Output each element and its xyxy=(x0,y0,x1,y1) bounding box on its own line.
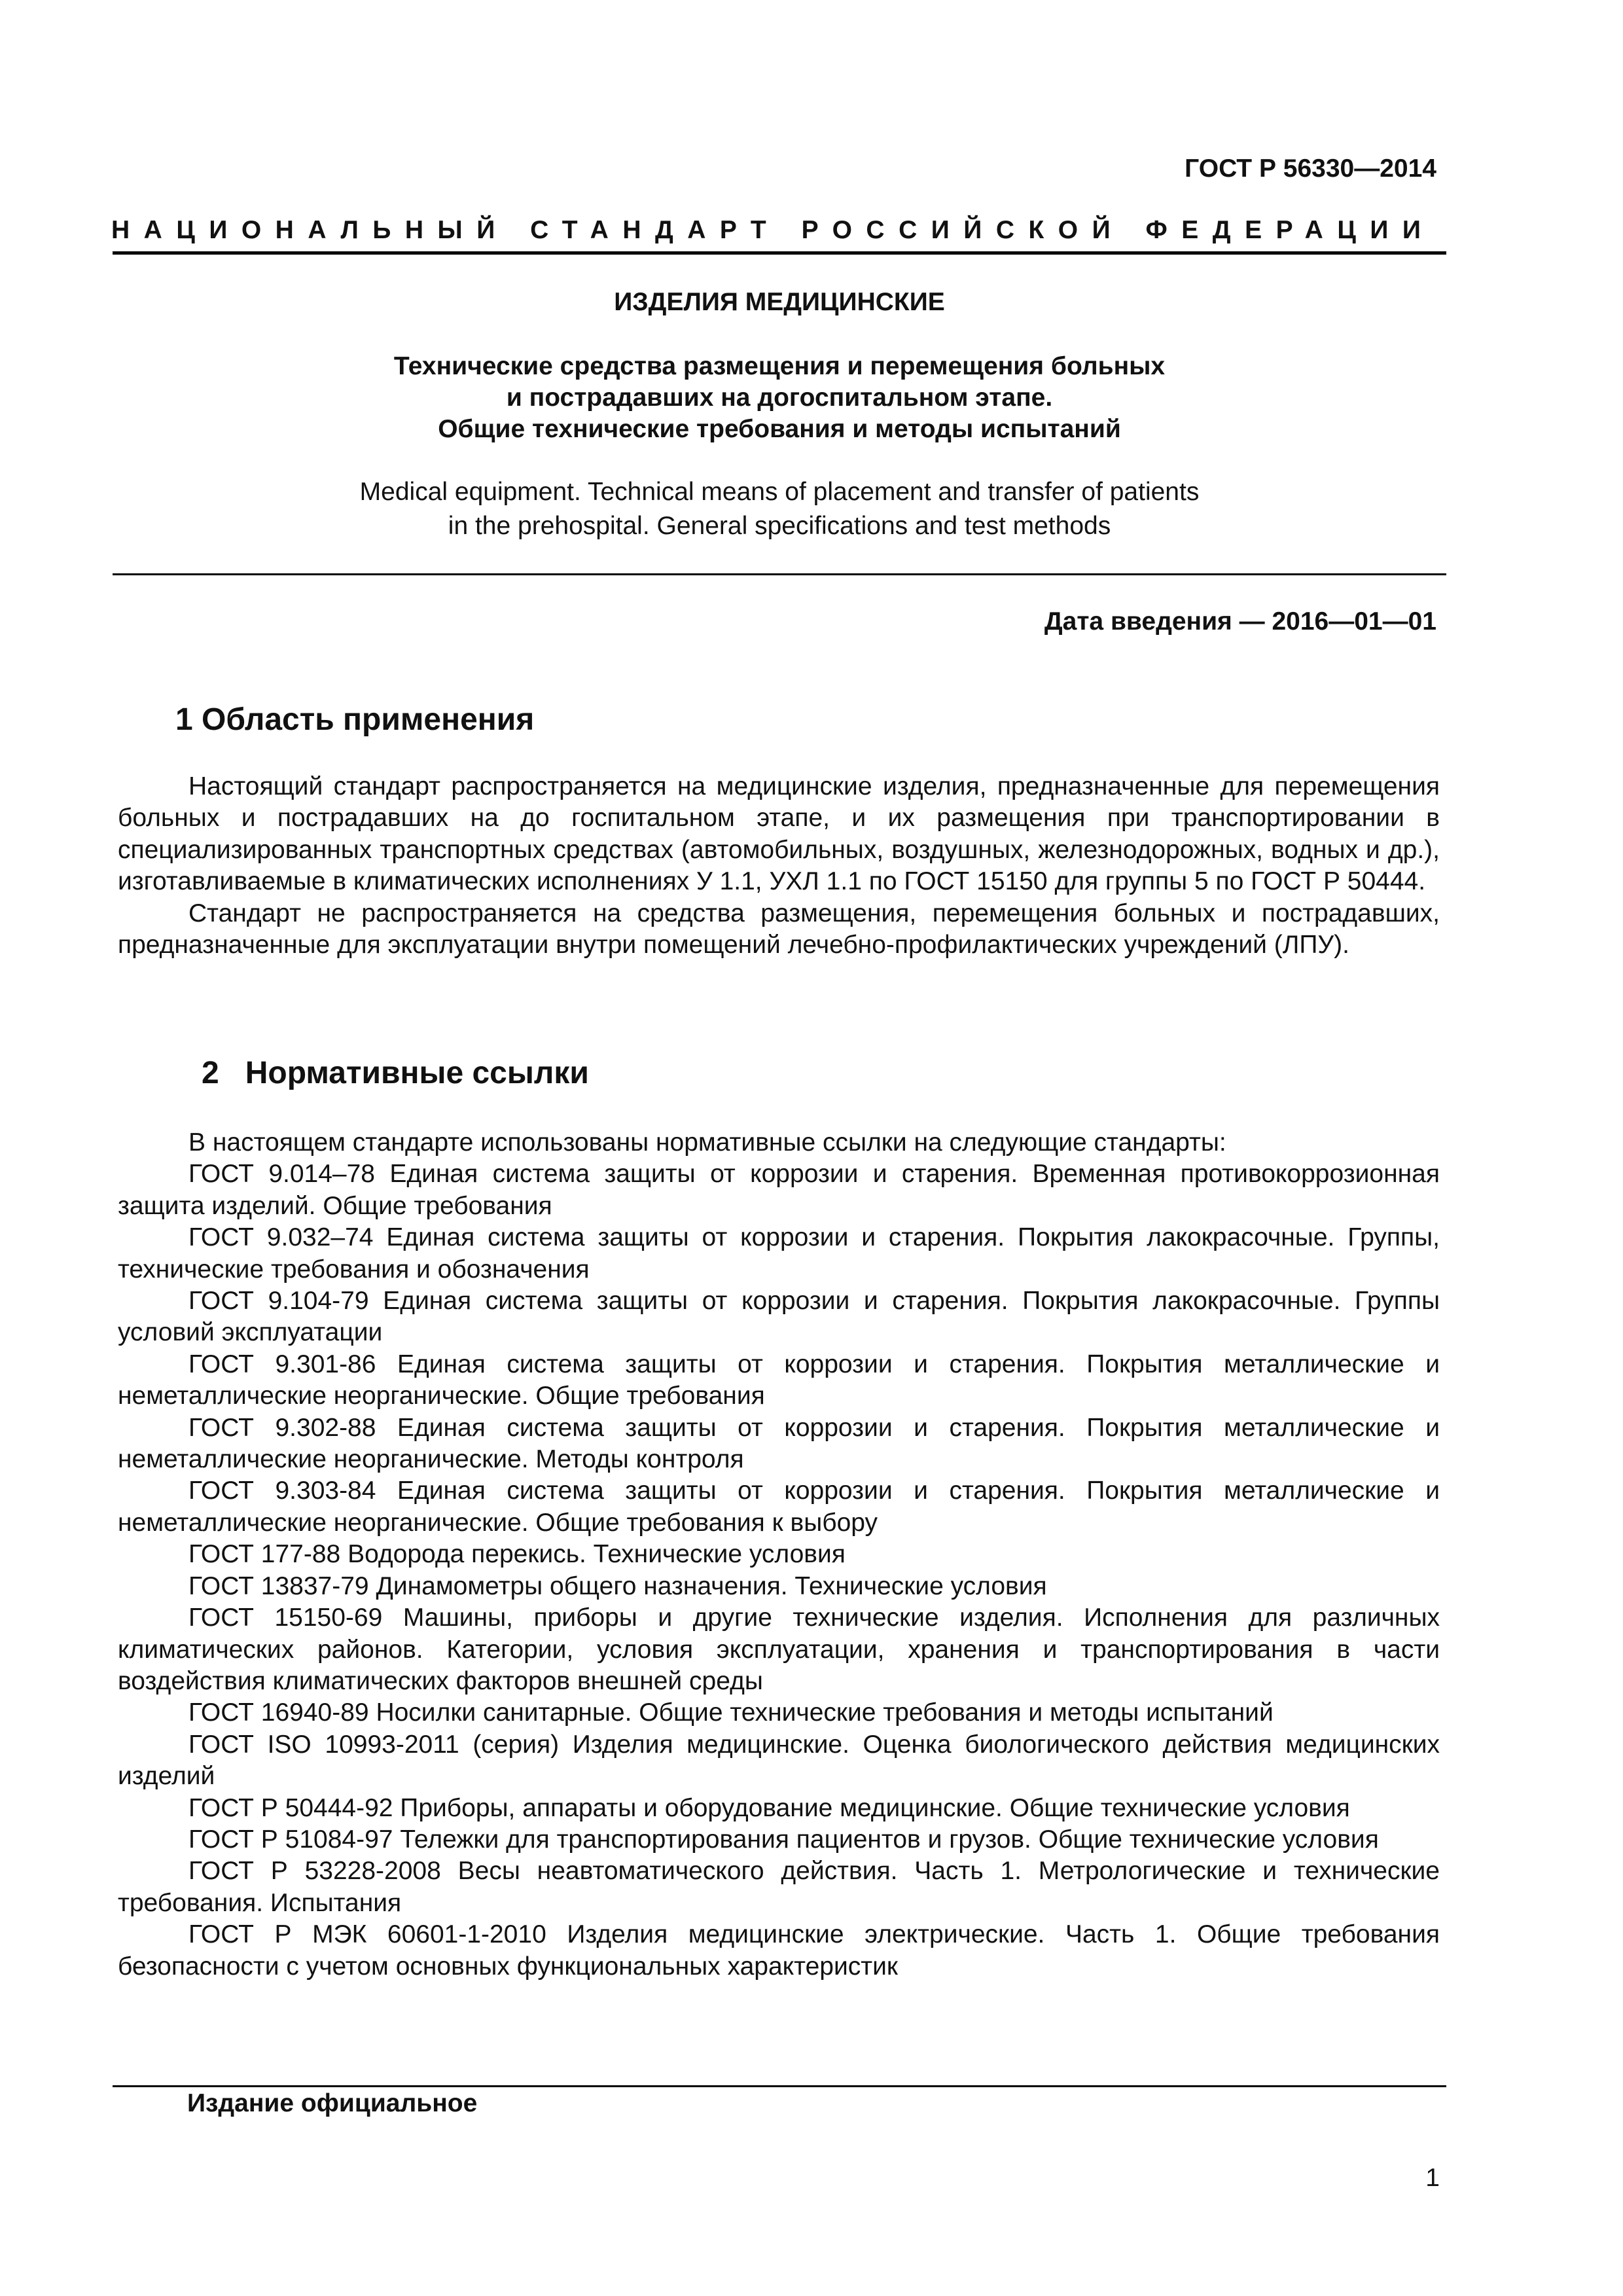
subtitle-line: Общие технические требования и методы испытаний xyxy=(438,415,1121,443)
english-title xyxy=(113,475,1446,543)
reference-item: ГОСТ Р 51084-97 Тележки для транспортирования пациентов и грузов. Общие технические условия xyxy=(188,1825,1379,1854)
reference-item: ГОСТ 9.014–78 Единая система защиты от коррозии и старения. Временная противокоррозионная защита изделий. Общие требования xyxy=(118,1160,1440,1220)
document-title: ИЗДЕЛИЯ МЕДИЦИНСКИЕ xyxy=(614,288,945,316)
section-2-heading: 2 Нормативные ссылки xyxy=(202,1056,589,1090)
page-number: 1 xyxy=(1425,2164,1440,2192)
reference-item: ГОСТ 15150-69 Машины, приборы и другие технические изделия. Исполнения для различных климатических районов. Категории, условия эксплуатации, хранения и транспортирования в части воздействия климатических факторов внешней среды xyxy=(118,1604,1440,1695)
subtitle-line: Технические средства размещения и перемещения больных xyxy=(393,352,1166,380)
english-title-line: in the prehospital. General specifications and test methods xyxy=(448,512,1111,540)
reference-item: ГОСТ 177-88 Водорода перекись. Технические условия xyxy=(188,1540,846,1569)
title-rule xyxy=(113,573,1446,575)
section-2-body xyxy=(118,1127,1440,1982)
english-title-line: Medical equipment. Technical means of placement and transfer of patients xyxy=(359,478,1200,506)
paragraph: Стандарт не распространяется на средства размещения, перемещения больных и пострадавших, предназначенные для эксплуатации внутри помещений лечебно-профилактических учреждений (ЛПУ). xyxy=(118,899,1440,960)
reference-item: ГОСТ 13837-79 Динамометры общего назначения. Технические условия xyxy=(188,1571,1047,1600)
reference-item: ГОСТ 9.302-88 Единая система защиты от коррозии и старения. Покрытия металлические и неметаллические неорганические. Методы контроля xyxy=(118,1413,1440,1474)
footer-rule xyxy=(113,2085,1446,2087)
national-standard-title: НАЦИОНАЛЬНЫЙ СТАНДАРТ РОССИЙСКОЙ ФЕДЕРАЦИИ xyxy=(111,216,1435,244)
reference-item: ГОСТ 9.301-86 Единая система защиты от коррозии и старения. Покрытия металлические и неметаллические неорганические. Общие требования xyxy=(118,1350,1440,1410)
reference-item: ГОСТ ISO 10993-2011 (серия) Изделия медицинские. Оценка биологического действия медицинских изделий xyxy=(118,1730,1440,1791)
section-1-heading: 1 Область применения xyxy=(175,702,535,737)
document-number: ГОСТ Р 56330—2014 xyxy=(1185,154,1436,183)
reference-item: ГОСТ 9.303-84 Единая система защиты от коррозии и старения. Покрытия металлические и неметаллические неорганические. Общие требования к выбору xyxy=(118,1477,1440,1537)
reference-item: ГОСТ Р 53228-2008 Весы неавтоматического действия. Часть 1. Метрологические и технические требования. Испытания xyxy=(118,1857,1440,1917)
section-1-body xyxy=(118,771,1440,961)
introduction-date: Дата введения — 2016—01—01 xyxy=(1044,607,1436,636)
reference-item: ГОСТ Р 50444-92 Приборы, аппараты и оборудование медицинские. Общие технические условия xyxy=(188,1793,1350,1822)
references-intro: В настоящем стандарте использованы нормативные ссылки на следующие стандарты: xyxy=(188,1128,1226,1157)
reference-item: ГОСТ 9.032–74 Единая система защиты от коррозии и старения. Покрытия лакокрасочные. Группы, технические требования и обозначения xyxy=(118,1223,1440,1283)
reference-item: ГОСТ Р МЭК 60601-1-2010 Изделия медицинские электрические. Часть 1. Общие требования безопасности с учетом основных функциональных характеристик xyxy=(118,1920,1440,1981)
reference-item: ГОСТ 9.104-79 Единая система защиты от коррозии и старения. Покрытия лакокрасочные. Группы условий эксплуатации xyxy=(118,1287,1440,1347)
paragraph: Настоящий стандарт распространяется на медицинские изделия, предназначенные для перемещения больных и пострадавших на до госпитальном этапе, и их размещения при транспортировании в специализированных транспортных средствах (автомобильных, воздушных, железнодорожных, водных и др.), изготавливаемые в климатических исполнениях У 1.1, УХЛ 1.1 по ГОСТ 15150 для группы 5 по ГОСТ Р 50444. xyxy=(118,772,1440,896)
header-rule xyxy=(113,251,1446,255)
official-edition-label: Издание официальное xyxy=(187,2089,478,2117)
document-subtitle xyxy=(113,351,1446,445)
reference-item: ГОСТ 16940-89 Носилки санитарные. Общие технические требования и методы испытаний xyxy=(188,1698,1274,1727)
subtitle-line: и пострадавших на догоспитальном этапе. xyxy=(506,384,1053,412)
